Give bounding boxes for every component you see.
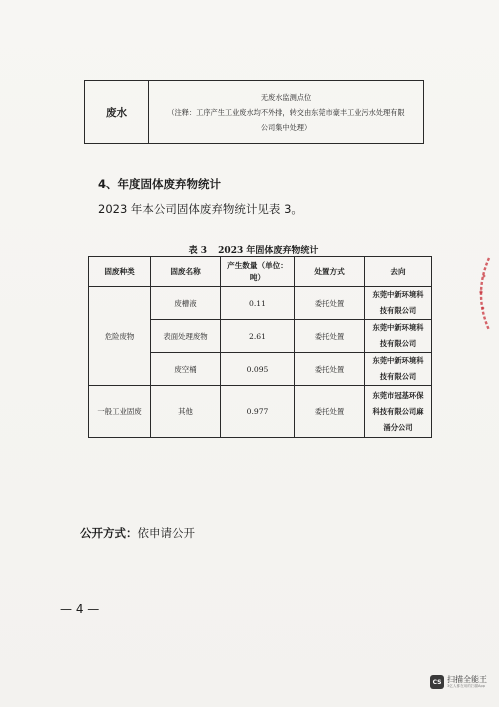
section-heading: 4、年度固体废弃物统计: [98, 177, 222, 191]
wastewater-line-2: （注释：工序产生工业废水均不外排，转交由东莞市豪丰工业污水处理有限: [167, 107, 405, 117]
waste-method: 委托处置: [295, 287, 365, 320]
waste-name: 废槽液: [151, 287, 221, 320]
body-paragraph: 2023 年本公司固体废弃物统计见表 3。: [98, 202, 303, 216]
wastewater-line-1: 无废水监测点位: [260, 92, 312, 102]
watermark-subtitle: 3亿人都在用的扫描App: [447, 684, 486, 688]
wastewater-label: 废水: [85, 81, 149, 144]
watermark-name: 扫描全能王: [447, 675, 487, 684]
waste-destination: 东莞中新环境科技有限公司: [365, 320, 432, 353]
solid-waste-table: [88, 256, 432, 438]
wastewater-table: [84, 80, 424, 144]
waste-destination: 东莞中新环境科技有限公司: [365, 353, 432, 386]
table-row: [89, 287, 432, 320]
table-caption: [0, 243, 499, 256]
camscanner-icon: CS: [430, 675, 444, 689]
header-name: 固废名称: [151, 257, 221, 287]
table-header-row: [89, 257, 432, 287]
scanner-watermark: [430, 675, 487, 689]
disclosure-label: 公开方式：: [80, 526, 138, 540]
disclosure-line: [80, 525, 195, 541]
table-caption-title: 2023 年固体废弃物统计: [218, 246, 319, 256]
waste-name: 废空桶: [151, 353, 221, 386]
waste-destination: 东莞市冠基环保科技有限公司麻涌分公司: [365, 386, 432, 438]
wastewater-note: [149, 81, 424, 144]
hazardous-category: 危险废物: [89, 287, 151, 386]
header-quantity: 产生数量（单位：吨）: [221, 257, 295, 287]
header-destination: 去向: [365, 257, 432, 287]
table-row: [89, 386, 432, 438]
waste-quantity: 0.095: [221, 353, 295, 386]
waste-name: 表面处理废物: [151, 320, 221, 353]
disclosure-value: 依申请公开: [137, 526, 195, 540]
header-method: 处置方式: [295, 257, 365, 287]
table-caption-number: 表 3: [188, 246, 208, 256]
header-category: 固废种类: [89, 257, 151, 287]
wastewater-line-3: 公司集中处理）: [260, 122, 312, 132]
waste-quantity: 0.11: [221, 287, 295, 320]
waste-quantity: 2.61: [221, 320, 295, 353]
waste-method: 委托处置: [295, 353, 365, 386]
general-category: 一般工业固废: [89, 386, 151, 438]
waste-name: 其他: [151, 386, 221, 438]
waste-method: 委托处置: [295, 320, 365, 353]
seal-stamp-fragment: [467, 254, 493, 334]
page-number: — 4 —: [60, 602, 100, 616]
waste-method: 委托处置: [295, 386, 365, 438]
waste-quantity: 0.977: [221, 386, 295, 438]
waste-destination: 东莞中新环境科技有限公司: [365, 287, 432, 320]
